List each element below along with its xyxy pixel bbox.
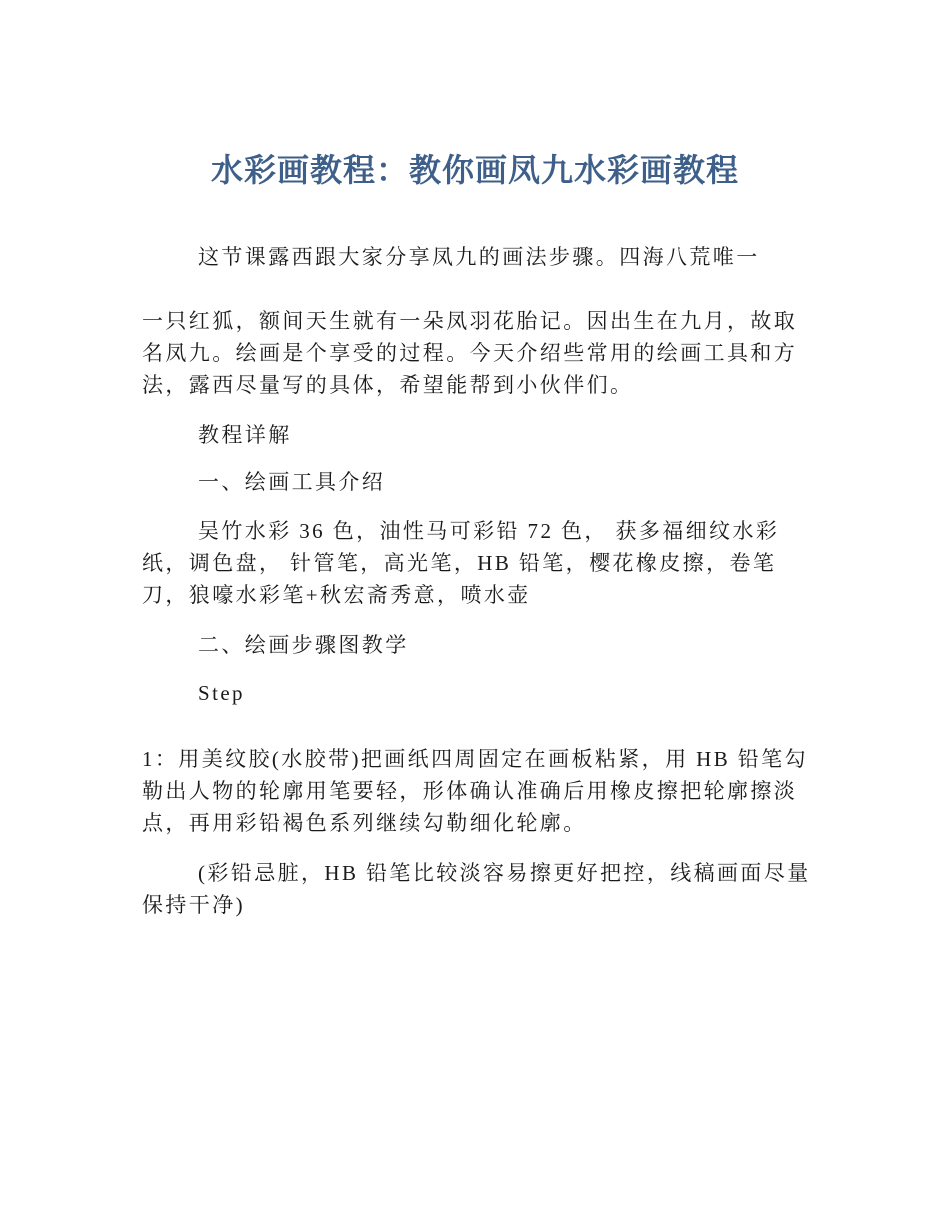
paragraph-tutorial-details-heading: 教程详解 <box>198 423 292 447</box>
paragraph-tools-list: 吴竹水彩 36 色，油性马可彩铅 72 色， 获多福细纹水彩纸，调色盘， 针管笔，高光笔，HB 铅笔，樱花橡皮擦，卷笔刀，狼嚎水彩笔+秋宏斋秀意，喷水壶 <box>142 519 780 607</box>
paragraph-intro-continued: 一只红狐，额间天生就有一朵凤羽花胎记。因出生在九月，故取名凤九。绘画是个享受的过程。今天介绍些常用的绘画工具和方法，露西尽量写的具体，希望能帮到小伙伴们。 <box>142 309 798 397</box>
paragraph-intro-line-1: 这节课露西跟大家分享凤九的画法步骤。四海八荒唯一 <box>198 245 760 269</box>
paragraph-step-1-note: (彩铅忌脏，HB 铅笔比较淡容易擦更好把控，线稿画面尽量保持干净) <box>142 861 811 917</box>
paragraph-section-steps-heading: 二、绘画步骤图教学 <box>198 633 409 657</box>
paragraph-step-label: Step <box>198 681 245 705</box>
document-title: 水彩画教程：教你画凤九水彩画教程 <box>210 151 739 189</box>
paragraph-step-1: 1：用美纹胶(水胶带)把画纸四周固定在画板粘紧，用 HB 铅笔勾勒出人物的轮廓用笔要轻，形体确认准确后用橡皮擦把轮廓擦淡点，再用彩铅褐色系列继续勾勒细化轮廓。 <box>142 747 808 835</box>
paragraph-section-tools-heading: 一、绘画工具介绍 <box>198 470 386 494</box>
